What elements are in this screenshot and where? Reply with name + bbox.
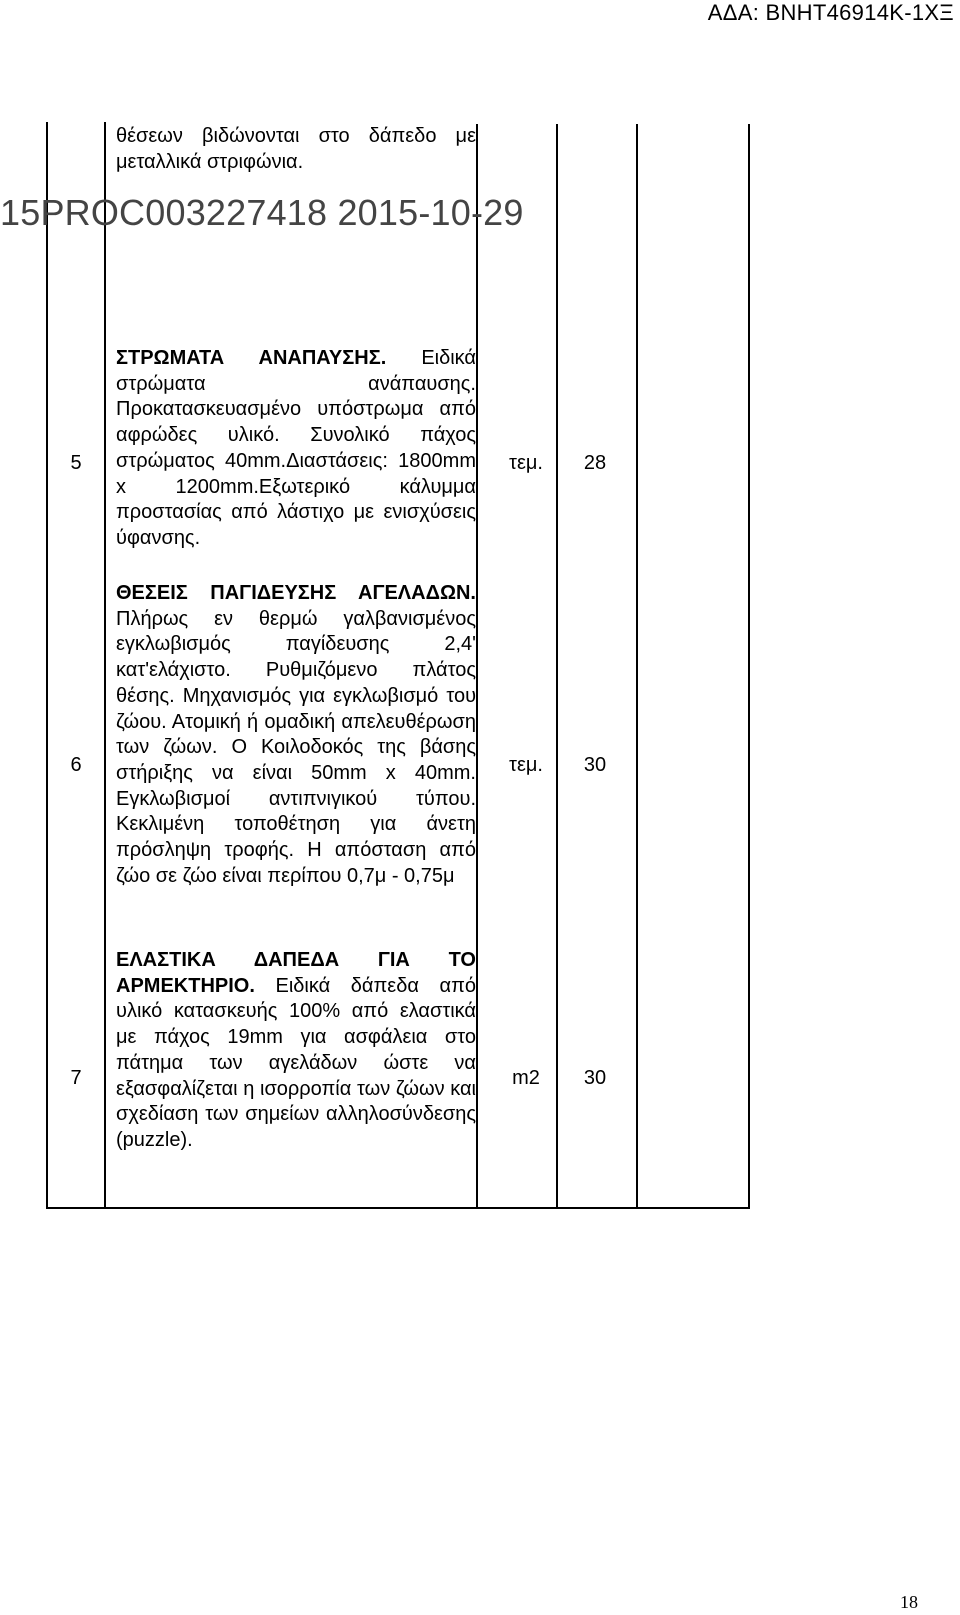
row-quantity: 28 bbox=[583, 452, 607, 474]
page-number: 18 bbox=[900, 1592, 918, 1612]
table-bottom-border bbox=[46, 1207, 750, 1209]
table-divider-desc bbox=[476, 124, 478, 1207]
row-title: ΘΕΣΕΙΣ ΠΑΓΙΔΕΥΣΗΣ ΑΓΕΛΑΔΩΝ. bbox=[116, 582, 476, 604]
table-divider-unit bbox=[556, 124, 558, 1207]
row-description bbox=[116, 948, 476, 1154]
ada-code: ΑΔΑ: ΒΝΗΤ46914Κ-1ΧΞ bbox=[707, 0, 954, 25]
row-number: 5 bbox=[70, 452, 82, 474]
table-divider-num bbox=[104, 122, 106, 1209]
row-number: 6 bbox=[70, 754, 82, 776]
procurement-id-watermark: 15PROC003227418 2015-10-29 bbox=[0, 192, 524, 233]
row-unit: m2 bbox=[512, 1067, 540, 1089]
row-quantity: 30 bbox=[583, 754, 607, 776]
row-quantity: 30 bbox=[583, 1067, 607, 1089]
row-unit: τεμ. bbox=[509, 754, 543, 776]
row-text: Ειδικά δάπεδα από υλικό κατασκευής 100% από ελαστικά με πάχος 19mm για ασφάλεια στο πάτημα των αγελάδων ώστε να εξασφαλίζεται η ισορροπία των ζώων και σχεδίαση των σημείων αλληλοσύνδεσης (puzzle). bbox=[116, 974, 476, 1151]
table-divider-qty bbox=[636, 124, 638, 1207]
row-title: ΕΛΑΣΤΙΚΑ ΔΑΠΕΔΑ ΓΙΑ ΤΟ ΑΡΜΕΚΤΗΡΙΟ. bbox=[116, 949, 476, 997]
table-divider-price bbox=[748, 124, 750, 1207]
row-unit: τεμ. bbox=[509, 452, 543, 474]
row-text: Πλήρως εν θερμώ γαλβανισμένος εγκλωβισμός παγίδευσης 2,4' κατ'ελάχιστο. Ρυθμιζόμενο πλάτος θέσης. Μηχανισμός για εγκλωβισμό του ζώου. Ατομική ή ομαδική απελευθέρωση των ζώων. Ο Κοιλοδοκός της βάσης στήριξης να είναι 50mm x 40mm. Εγκλωβισμοί αντιπνιγικού τύπου. Κεκλιμένη τοποθέτηση για άνετη πρόσληψη τροφής. Η απόσταση από ζώο σε ζώο είναι περίπου 0,7μ - 0,75μ bbox=[116, 607, 476, 887]
continued-description: θέσεων βιδώνονται στο δάπεδο με μεταλλικά στριφώνια. bbox=[116, 125, 476, 173]
row-text: Ειδικά στρώματα ανάπαυσης. Προκατασκευασμένο υπόστρωμα από αφρώδες υλικό. Συνολικό πάχος στρώματος 40mm.Διαστάσεις: 1800mm x 1200mm.Εξωτερικό κάλυμμα προστασίας από λάστιχο με ενισχύσεις ύφανσης. bbox=[116, 347, 476, 549]
row-description bbox=[116, 346, 476, 552]
row-number: 7 bbox=[70, 1067, 82, 1089]
table-border-left bbox=[46, 122, 48, 1209]
row-description bbox=[116, 581, 476, 889]
row-title: ΣΤΡΩΜΑΤΑ ΑΝΑΠΑΥΣΗΣ. bbox=[116, 347, 387, 369]
